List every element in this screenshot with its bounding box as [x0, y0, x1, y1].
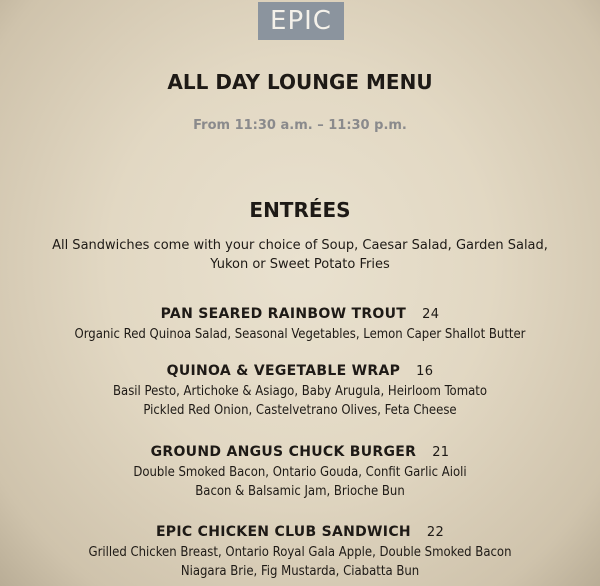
- menu-item-club: [0, 522, 600, 581]
- item-description: Grilled Chicken Breast, Ontario Royal Gala Apple, Double Smoked Bacon: [88, 545, 512, 560]
- item-description: Niagara Brie, Fig Mustarda, Ciabatta Bun: [180, 564, 420, 579]
- item-name: QUINOA & VEGETABLE WRAP: [166, 363, 401, 379]
- item-description: Organic Red Quinoa Salad, Seasonal Vegetables, Lemon Caper Shallot Butter: [74, 327, 526, 342]
- item-description: Double Smoked Bacon, Ontario Gouda, Confit Garlic Aioli: [133, 465, 467, 480]
- menu-title: ALL DAY LOUNGE MENU: [167, 70, 433, 94]
- menu-hours: From 11:30 a.m. – 11:30 p.m.: [193, 118, 407, 133]
- intro-line-1: All Sandwiches come with your choice of Soup, Caesar Salad, Garden Salad,: [52, 238, 548, 253]
- item-description: Basil Pesto, Artichoke & Asiago, Baby Arugula, Heirloom Tomato: [113, 384, 487, 399]
- item-name: EPIC CHICKEN CLUB SANDWICH: [155, 524, 411, 540]
- menu-item-wrap: [0, 361, 600, 420]
- item-name: PAN SEARED RAINBOW TROUT: [160, 306, 407, 322]
- item-description: Bacon & Balsamic Jam, Brioche Bun: [195, 484, 405, 499]
- intro-line-2: Yukon or Sweet Potato Fries: [210, 257, 390, 272]
- epic-logo: EPIC: [258, 2, 344, 40]
- menu-item-trout: [0, 304, 600, 344]
- section-intro: [0, 236, 600, 274]
- section-title-entrees: ENTRÉES: [249, 198, 351, 222]
- item-price: 22: [426, 525, 445, 540]
- menu-item-burger: [0, 442, 600, 501]
- item-price: 24: [422, 307, 440, 322]
- item-price: 21: [432, 445, 450, 460]
- item-name: GROUND ANGUS CHUCK BURGER: [150, 444, 417, 460]
- item-price: 16: [416, 364, 434, 379]
- item-description: Pickled Red Onion, Castelvetrano Olives, Feta Cheese: [143, 403, 457, 418]
